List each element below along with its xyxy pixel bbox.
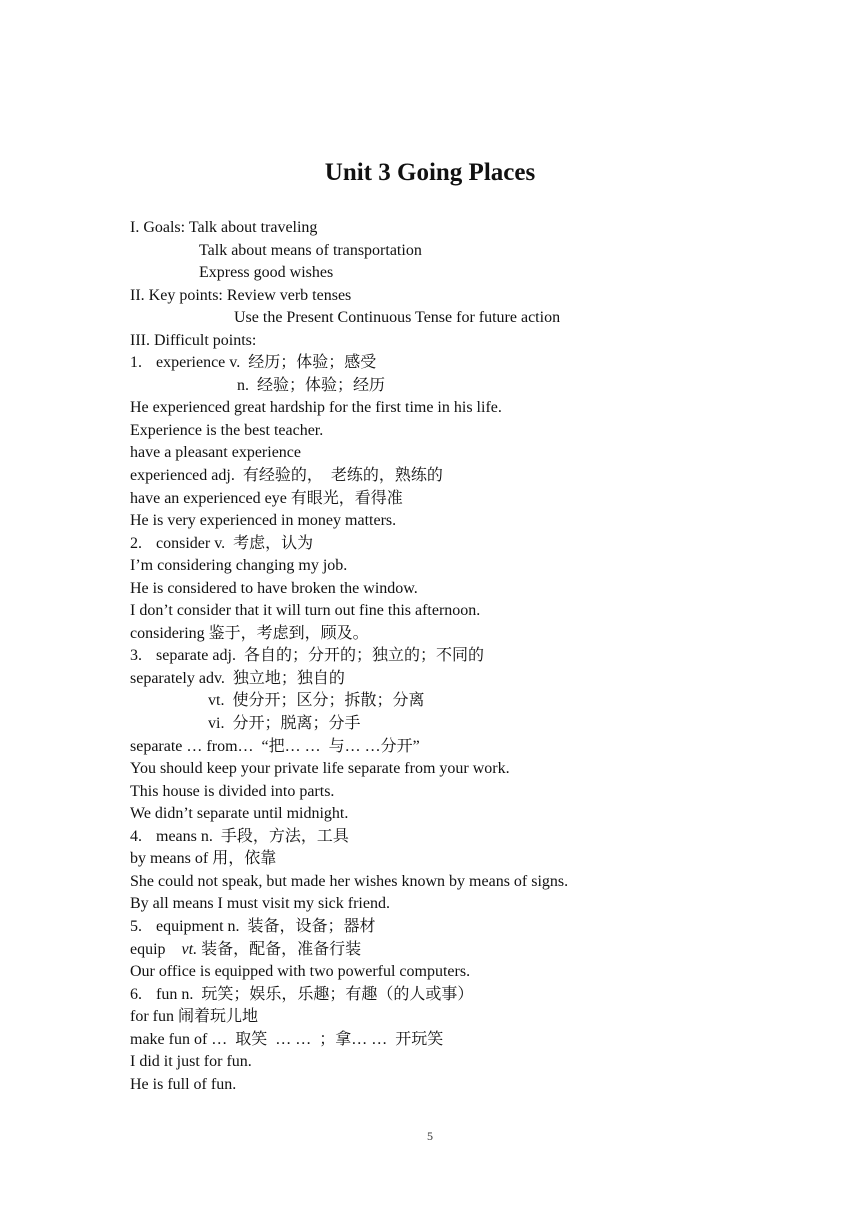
word-equip: equip xyxy=(130,940,166,958)
text-line: I did it just for fun. xyxy=(130,1053,252,1071)
item-number: 2. xyxy=(130,534,142,552)
item-text: separate adj. 各自的；分开的；独立的；不同的 xyxy=(156,647,484,665)
text-line xyxy=(130,939,770,962)
item-text: consider v. 考虑，认为 xyxy=(156,534,314,552)
text-line: III. Difficult points: xyxy=(130,331,257,349)
text-line: Talk about means of transportation xyxy=(199,241,422,259)
item-number: 4. xyxy=(130,827,142,845)
text-line: Experience is the best teacher. xyxy=(130,421,324,439)
item-text: means n. 手段，方法，工具 xyxy=(156,827,349,845)
pos-vt: vt. xyxy=(181,940,198,958)
text-line: We didn’t separate until midnight. xyxy=(130,805,349,823)
numbered-item xyxy=(130,984,770,1007)
text-line: She could not speak, but made her wishes known by means of signs. xyxy=(130,872,569,890)
item-text: fun n. 玩笑；娱乐，乐趣；有趣（的人或事） xyxy=(156,985,474,1003)
text-line: vi. 分开；脱离；分手 xyxy=(208,715,361,733)
numbered-item xyxy=(130,533,770,556)
numbered-item xyxy=(130,916,770,939)
text-line: Use the Present Continuous Tense for future action xyxy=(234,309,561,327)
text-line: Express good wishes xyxy=(199,264,334,282)
text-line: by means of 用，依靠 xyxy=(130,850,277,868)
item-number: 1. xyxy=(130,354,142,372)
numbered-item xyxy=(130,352,770,375)
text-line: separate … from… “把… … 与… …分开” xyxy=(130,737,420,755)
text-line: make fun of … 取笑 … … ；拿… … 开玩笑 xyxy=(130,1030,444,1048)
text-line: He is very experienced in money matters. xyxy=(130,512,397,530)
item-number: 5. xyxy=(130,917,142,935)
text-line: He experienced great hardship for the first time in his life. xyxy=(130,399,502,417)
text-line: He is full of fun. xyxy=(130,1075,237,1093)
item-number: 3. xyxy=(130,647,142,665)
text-line: This house is divided into parts. xyxy=(130,782,335,800)
text-line: He is considered to have broken the window. xyxy=(130,579,418,597)
text-line: vt. 使分开；区分；拆散；分离 xyxy=(208,692,425,710)
item-number: 6. xyxy=(130,985,142,1003)
item-text: experience v. 经历；体验；感受 xyxy=(156,354,377,372)
document-body xyxy=(130,217,770,1096)
text-line: By all means I must visit my sick friend. xyxy=(130,895,390,913)
text-line: n. 经验；体验；经历 xyxy=(237,376,386,394)
text-line: I don’t consider that it will turn out fine this afternoon. xyxy=(130,602,481,620)
text-line: experienced adj. 有经验的， 老练的，熟练的 xyxy=(130,467,443,485)
text-line: II. Key points: Review verb tenses xyxy=(130,286,352,304)
text-line: I. Goals: Talk about traveling xyxy=(130,219,318,236)
text-line: have an experienced eye 有眼光，看得准 xyxy=(130,489,403,507)
numbered-item xyxy=(130,826,770,849)
numbered-item xyxy=(130,645,770,668)
text-line: separately adv. 独立地；独自的 xyxy=(130,669,345,687)
text-line: You should keep your private life separate from your work. xyxy=(130,760,510,778)
document-title: Unit 3 Going Places xyxy=(324,159,536,186)
definition: 装备，配备，准备行装 xyxy=(197,940,362,958)
text-line: I’m considering changing my job. xyxy=(130,557,348,575)
text-line: Our office is equipped with two powerful computers. xyxy=(130,963,471,981)
page-number: 5 xyxy=(427,1129,433,1143)
text-line: have a pleasant experience xyxy=(130,444,302,462)
text-line: considering 鉴于，考虑到，顾及。 xyxy=(130,624,369,642)
text-line: for fun 闹着玩儿地 xyxy=(130,1008,258,1026)
item-text: equipment n. 装备，设备；器材 xyxy=(156,917,376,935)
